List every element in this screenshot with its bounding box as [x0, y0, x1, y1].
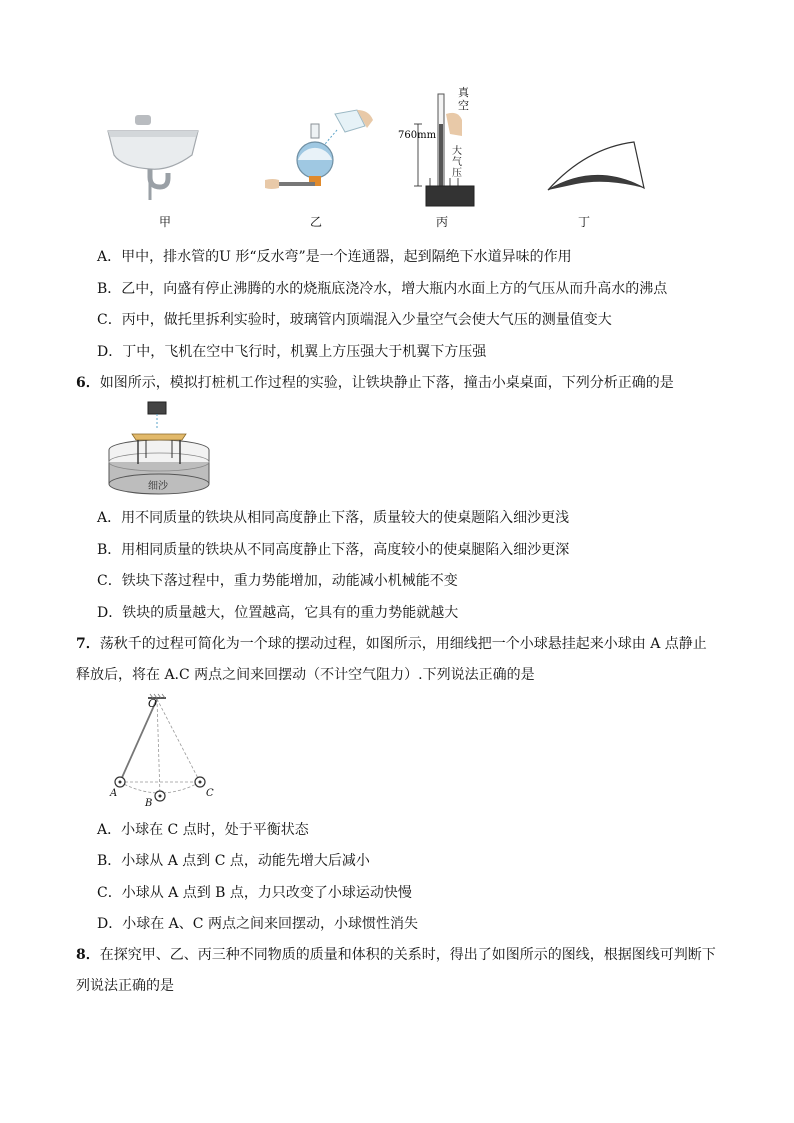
pendulum-label-b: B — [145, 798, 153, 809]
q7-option-a: A．小球在 C 点时，处于平衡状态 — [97, 822, 309, 838]
q6-option-b: B．用相同质量的铁块从不同高度静止下落，高度较小的使桌腿陷入细沙更深 — [97, 542, 570, 558]
q8-stem-line1: 8．在探究甲、乙、丙三种不同物质的质量和体积的关系时，得出了如图所示的图线，根据图线可判断下 — [76, 947, 716, 963]
caption-bing: 丙 — [436, 215, 449, 229]
torricelli-figure — [400, 86, 490, 211]
flask-figure — [265, 108, 375, 203]
vacuum-label: 真 空 — [458, 86, 469, 112]
caption-jia: 甲 — [159, 215, 172, 229]
q6-option-a: A．用不同质量的铁块从相同高度静止下落，质量较大的使桌题陷入细沙更浅 — [97, 510, 570, 526]
q5-option-d: D．丁中，飞机在空中飞行时，机翼上方压强大于机翼下方压强 — [97, 344, 487, 360]
caption-yi: 乙 — [310, 215, 323, 229]
height-label: 760mm — [398, 130, 437, 141]
q5-option-a: A．甲中，排水管的U 形“反水弯”是一个连通器，起到隔绝下水道异味的作用 — [97, 249, 572, 265]
q7-option-d: D．小球在 A、C 两点之间来回摆动，小球惯性消失 — [97, 916, 418, 932]
q5-option-b: B．乙中，向盛有停止沸腾的水的烧瓶底浇冷水，增大瓶内水面上方的气压从而升高水的沸点 — [97, 281, 668, 297]
q6-stem: 6．如图所示，模拟打桩机工作过程的实验，让铁块静止下落，撞击小桌桌面，下列分析正确的是 — [76, 375, 674, 391]
pendulum-label-a: A — [110, 788, 118, 799]
pendulum-label-c: C — [206, 788, 214, 799]
q7-stem-line2: 释放后，将在 A.C 两点之间来回摆动（不计空气阻力）.下列说法正确的是 — [76, 667, 535, 683]
pendulum-label-o: O — [148, 697, 158, 710]
sand-label: 细沙 — [148, 481, 168, 492]
q5-option-c: C．丙中，做托里拆利实验时，玻璃管内顶端混入少量空气会使大气压的测量值变大 — [97, 312, 612, 328]
caption-ding: 丁 — [578, 215, 591, 229]
q7-option-b: B．小球从 A 点到 C 点，动能先增大后减小 — [97, 853, 370, 869]
q7-option-c: C．小球从 A 点到 B 点，力只改变了小球运动快慢 — [97, 885, 412, 901]
q8-stem-line2: 列说法正确的是 — [76, 978, 174, 994]
atm-label: 大 气 压 — [452, 146, 462, 179]
sink-figure — [100, 115, 210, 200]
q6-option-c: C．铁块下落过程中，重力势能增加，动能减小机械能不变 — [97, 573, 458, 589]
wing-figure — [546, 140, 646, 196]
q6-option-d: D．铁块的质量越大，位置越高，它具有的重力势能就越大 — [97, 605, 459, 621]
q7-stem-line1: 7．荡秋千的过程可简化为一个球的摆动过程，如图所示，用细线把一个小球悬挂起来小球由 A 点静止 — [76, 636, 707, 652]
